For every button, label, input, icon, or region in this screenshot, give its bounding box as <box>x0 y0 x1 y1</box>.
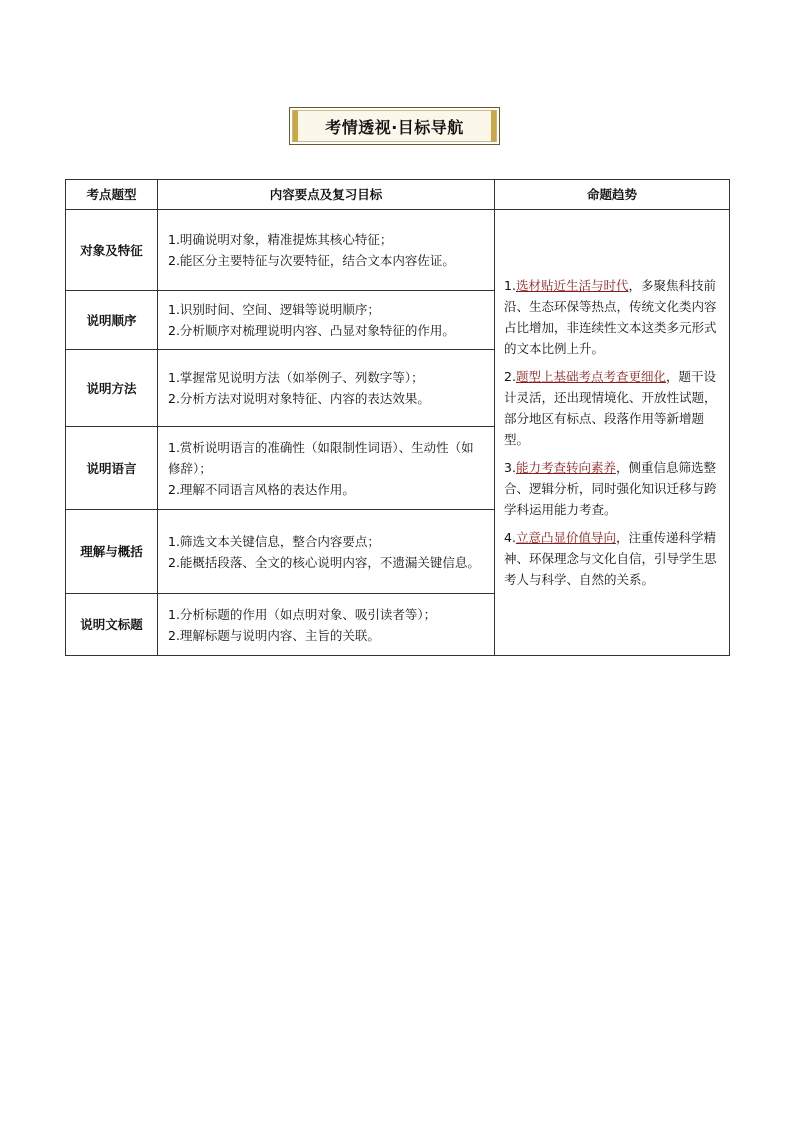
row-point: 1.赏析说明语言的准确性（如限制性词语）、生动性（如修辞）； <box>168 439 474 476</box>
row-topic: 理解与概括 <box>66 510 158 594</box>
row-content <box>158 510 495 594</box>
row-content <box>158 427 495 510</box>
row-point: 1.筛选文本关键信息，整合内容要点； <box>168 533 380 549</box>
table-header-row <box>66 180 730 210</box>
exam-overview-table <box>65 179 730 656</box>
row-point: 1.掌握常见说明方法（如举例子、列数字等）； <box>168 370 424 385</box>
row-topic: 说明语言 <box>66 427 158 510</box>
row-point: 2.能区分主要特征与次要特征，结合文本内容佐证。 <box>168 253 455 268</box>
trend-highlight: 题型上基础考点考查更细化 <box>515 369 666 384</box>
row-topic: 说明方法 <box>66 350 158 427</box>
row-point: 1.明确说明对象，精准提炼其核心特征； <box>168 232 393 247</box>
trend-highlight: 能力考查转向素养 <box>515 460 616 475</box>
header-trend: 命题趋势 <box>495 180 730 210</box>
row-content <box>158 594 495 656</box>
banner-title: 考情透视·目标导航 <box>325 117 464 137</box>
trend-text: ，多聚焦科技前沿、生态环保等热点，传统文化类内容占比增加，非连续性文本这类多元形式的文本比例上升。 <box>504 278 717 356</box>
section-banner <box>289 107 500 145</box>
row-point: 2.能概括段落、全文的核心说明内容，不遗漏关键信息。 <box>168 554 480 570</box>
row-point: 1.识别时间、空间、逻辑等说明顺序； <box>168 302 380 317</box>
row-topic: 说明顺序 <box>66 291 158 350</box>
trend-num: 1. <box>504 278 516 293</box>
row-point: 2.理解标题与说明内容、主旨的关联。 <box>168 627 380 643</box>
trend-cell <box>495 210 730 656</box>
row-point: 2.分析方法对说明对象特征、内容的表达效果。 <box>168 391 430 406</box>
row-point: 2.分析顺序对梳理说明内容、凸显对象特征的作用。 <box>168 323 455 338</box>
trend-item <box>504 366 721 450</box>
trend-highlight: 立意凸显价值导向 <box>515 530 616 545</box>
trend-text: ，题干设计灵活，还出现情境化、开放性试题，部分地区有标点、段落作用等新增题型。 <box>504 369 717 447</box>
trend-text: ，注重传递科学精神、环保理念与文化自信，引导学生思考人与科学、自然的关系。 <box>504 530 717 587</box>
row-topic: 说明文标题 <box>66 594 158 656</box>
table-row <box>66 210 730 291</box>
row-content <box>158 291 495 350</box>
row-point: 2.理解不同语言风格的表达作用。 <box>168 481 355 497</box>
trend-item <box>504 457 721 520</box>
row-content <box>158 210 495 291</box>
trend-highlight: 选材贴近生活与时代 <box>515 278 629 293</box>
trend-num: 3. <box>504 460 516 475</box>
trend-num: 4. <box>504 530 516 545</box>
header-topic: 考点题型 <box>66 180 158 210</box>
trend-text: ，侧重信息筛选整合、逻辑分析，同时强化知识迁移与跨学科运用能力考查。 <box>504 460 717 517</box>
trend-num: 2. <box>504 369 516 384</box>
trend-item <box>504 527 721 590</box>
row-point: 1.分析标题的作用（如点明对象、吸引读者等）； <box>168 606 437 622</box>
row-content <box>158 350 495 427</box>
trend-item <box>504 275 721 359</box>
header-content: 内容要点及复习目标 <box>158 180 495 210</box>
row-topic: 对象及特征 <box>66 210 158 291</box>
